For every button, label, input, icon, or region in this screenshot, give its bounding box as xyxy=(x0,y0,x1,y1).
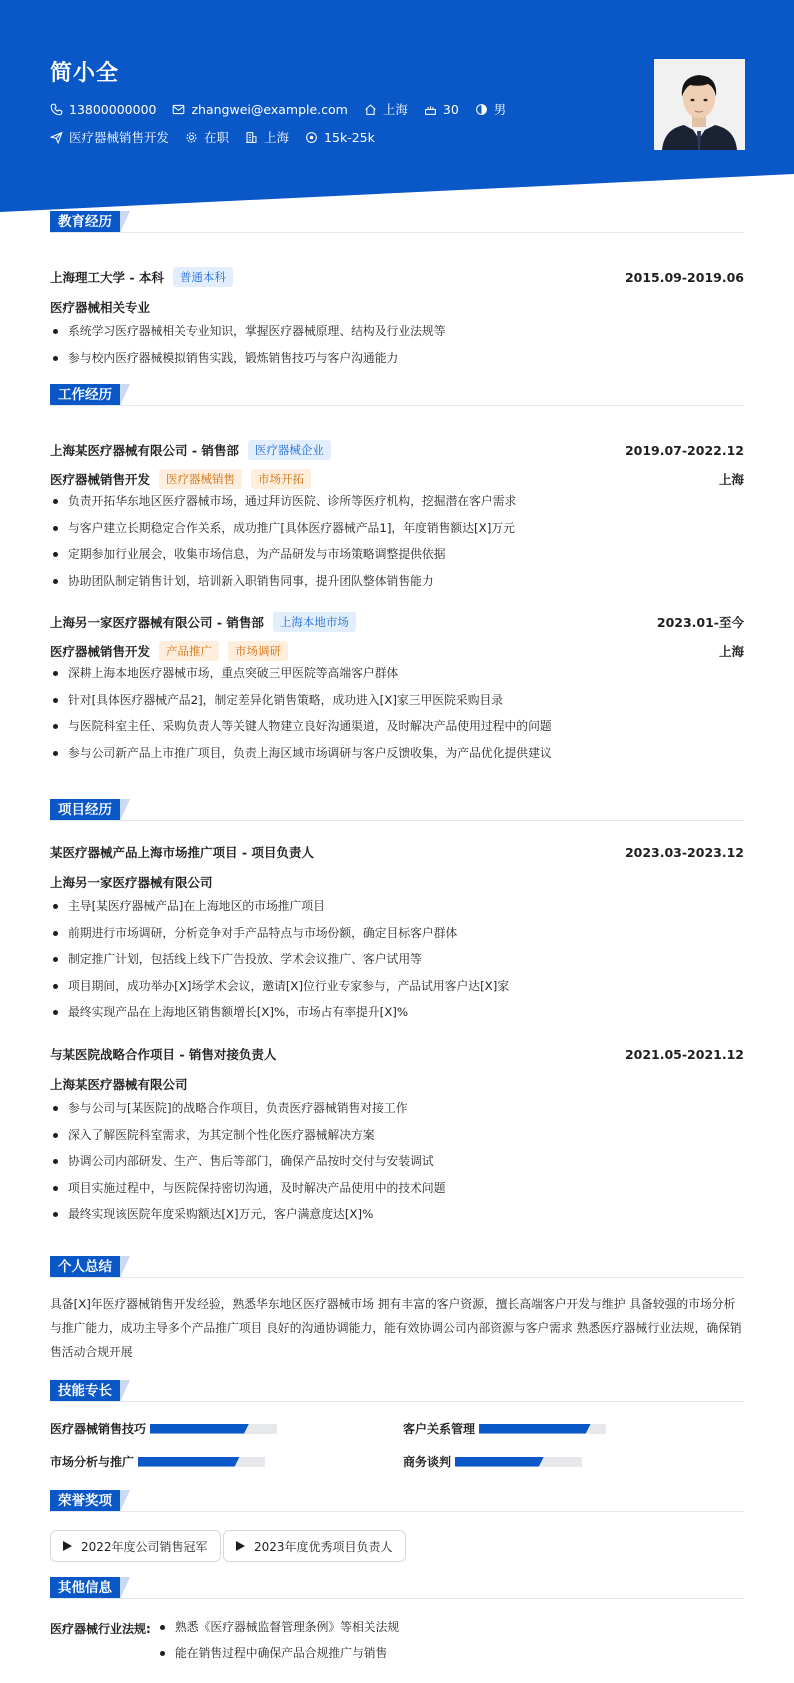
role-tag: 医疗器械销售 xyxy=(159,469,242,489)
project-1-header xyxy=(50,843,744,861)
work-city: 上海 xyxy=(718,644,744,659)
money-icon xyxy=(305,131,318,144)
section-divider xyxy=(50,1511,744,1512)
play-icon xyxy=(236,1541,245,1551)
section-divider xyxy=(50,1401,744,1402)
skill-fill xyxy=(455,1457,544,1467)
award-title: 2022年度公司销售冠军 xyxy=(81,1539,208,1554)
award-item xyxy=(50,1530,221,1562)
resume-header xyxy=(0,0,794,212)
role-name: 医疗器械销售开发 xyxy=(50,472,151,487)
skill-item xyxy=(50,1420,277,1437)
section-awards-title xyxy=(50,1490,120,1512)
role-tag: 市场调研 xyxy=(228,641,288,661)
home-icon xyxy=(364,103,377,116)
phone-item xyxy=(50,102,156,117)
location-item xyxy=(364,100,408,118)
work-entry-2-role xyxy=(50,641,744,661)
section-divider xyxy=(50,405,744,406)
cake-icon xyxy=(424,103,437,116)
list-item: 项目实施过程中，与医院保持密切沟通，及时解决产品使用中的技术问题 xyxy=(50,1175,744,1202)
list-item: 深入了解医院科室需求，为其定制个性化医疗器械解决方案 xyxy=(50,1122,744,1149)
work-dates: 2019.07-2022.12 xyxy=(624,442,744,458)
skill-fill xyxy=(479,1424,591,1434)
list-item: 参与校内医疗器械模拟销售实践，锻炼销售技巧与客户沟通能力 xyxy=(50,345,744,372)
list-item: 负责开拓华东地区医疗器械市场，通过拜访医院、诊所等医疗机构，挖掘潜在客户需求 xyxy=(50,488,744,515)
section-education-title xyxy=(50,211,120,233)
salary-range: 15k-25k xyxy=(324,129,375,145)
target-position-item xyxy=(50,128,169,146)
education-bullets xyxy=(50,318,744,371)
company-tag: 上海本地市场 xyxy=(273,612,356,632)
email-item xyxy=(172,102,347,117)
list-item: 与医院科室主任、采购负责人等关键人物建立良好沟通渠道，及时解决产品使用过程中的问题 xyxy=(50,713,744,740)
section-other-label: 其他信息 xyxy=(50,1577,120,1599)
mail-icon xyxy=(172,103,185,116)
skill-item xyxy=(50,1453,265,1470)
skill-name: 市场分析与推广 xyxy=(50,1455,135,1469)
project-2-bullets xyxy=(50,1095,744,1228)
candidate-name: 简小全 xyxy=(50,61,120,86)
gender-icon xyxy=(475,103,488,116)
section-divider xyxy=(50,820,744,821)
section-summary-title xyxy=(50,1256,120,1278)
target-city: 上海 xyxy=(264,130,290,145)
skill-bar xyxy=(138,1457,265,1467)
project-title: 与某医院战略合作项目 - 销售对接负责人 xyxy=(50,1047,277,1062)
summary-text: 具备[X]年医疗器械销售开发经验，熟悉华东地区医疗器械市场 拥有丰富的客户资源，擅长高端客户开发与维护 具备较强的市场分析与推广能力，成功主导多个产品推广项目 良好的沟通协调能力，能有效协调公司内部资源与客户需求 熟悉医疗器械行业法规，确保销售活动合规开展 xyxy=(50,1297,742,1359)
education-header xyxy=(50,267,744,287)
job-intent-row xyxy=(50,128,391,146)
other-info-list xyxy=(157,1614,399,1666)
skill-item xyxy=(403,1420,606,1437)
company-name: 上海某医疗器械有限公司 - 销售部 xyxy=(50,443,239,458)
list-item: 协助团队制定销售计划，培训新入职销售同事，提升团队整体销售能力 xyxy=(50,568,744,595)
project-title: 某医疗器械产品上海市场推广项目 - 项目负责人 xyxy=(50,845,314,860)
skill-name: 客户关系管理 xyxy=(403,1422,476,1436)
skill-bar xyxy=(455,1457,582,1467)
work-entry-2-bullets xyxy=(50,660,744,766)
section-divider xyxy=(50,1598,744,1599)
other-info-label: 医疗器械行业法规: xyxy=(50,1622,151,1636)
age-item xyxy=(424,102,459,117)
education-dates: 2015.09-2019.06 xyxy=(624,269,744,285)
project-2-header xyxy=(50,1045,744,1063)
phone-number: 13800000000 xyxy=(69,101,157,117)
list-item: 主导[某医疗器械产品]在上海地区的市场推广项目 xyxy=(50,893,744,920)
work-entry-1-role xyxy=(50,469,744,489)
age-text: 30 xyxy=(442,101,459,117)
project-company: 上海另一家医疗器械有限公司 xyxy=(50,875,213,890)
list-item: 最终实现该医院年度采购额达[X]万元，客户满意度达[X]% xyxy=(50,1201,744,1228)
project-company: 上海某医疗器械有限公司 xyxy=(50,1077,188,1092)
skill-bar xyxy=(479,1424,606,1434)
email-address: zhangwei@example.com xyxy=(191,101,348,117)
list-item: 前期进行市场调研，分析竞争对手产品特点与市场份额，确定目标客户群体 xyxy=(50,920,744,947)
send-icon xyxy=(50,131,63,144)
work-entry-1-header xyxy=(50,440,744,460)
project-dates: 2021.05-2021.12 xyxy=(624,1046,744,1062)
section-skills-title xyxy=(50,1380,120,1402)
degree-tag: 普通本科 xyxy=(173,267,233,287)
target-city-item xyxy=(245,128,289,146)
company-name: 上海另一家医疗器械有限公司 - 销售部 xyxy=(50,615,264,630)
section-work-label: 工作经历 xyxy=(50,384,120,406)
list-item: 熟悉《医疗器械监督管理条例》等相关法规 xyxy=(157,1614,399,1640)
work-dates: 2023.01-至今 xyxy=(656,615,744,630)
section-work-title xyxy=(50,384,120,406)
list-item: 参与公司与[某医院]的战略合作项目，负责医疗器械销售对接工作 xyxy=(50,1095,744,1122)
section-awards-label: 荣誉奖项 xyxy=(50,1490,120,1512)
list-item: 针对[具体医疗器械产品2]，制定差异化销售策略，成功进入[X]家三甲医院采购目录 xyxy=(50,687,744,714)
role-tag: 产品推广 xyxy=(159,641,219,661)
list-item: 定期参加行业展会，收集市场信息，为产品研发与市场策略调整提供依据 xyxy=(50,541,744,568)
project-1-bullets xyxy=(50,893,744,1026)
section-education-label: 教育经历 xyxy=(50,211,120,233)
target-position: 医疗器械销售开发 xyxy=(69,130,170,145)
skill-name: 商务谈判 xyxy=(403,1455,452,1469)
section-summary-label: 个人总结 xyxy=(50,1256,120,1278)
school-name: 上海理工大学 - 本科 xyxy=(50,270,164,285)
list-item: 系统学习医疗器械相关专业知识，掌握医疗器械原理、结构及行业法规等 xyxy=(50,318,744,345)
list-item: 项目期间，成功举办[X]场学术会议，邀请[X]位行业专家参与，产品试用客户达[X]家 xyxy=(50,973,744,1000)
gender-text: 男 xyxy=(493,102,507,117)
job-status: 在职 xyxy=(204,130,230,145)
list-item: 参与公司新产品上市推广项目，负责上海区域市场调研与客户反馈收集，为产品优化提供建议 xyxy=(50,740,744,767)
role-name: 医疗器械销售开发 xyxy=(50,644,151,659)
work-city: 上海 xyxy=(718,472,744,487)
gear-icon xyxy=(185,131,198,144)
play-icon xyxy=(63,1541,72,1551)
building-icon xyxy=(245,131,258,144)
section-other-title xyxy=(50,1577,120,1599)
section-divider xyxy=(50,1277,744,1278)
phone-icon xyxy=(50,103,63,116)
contact-row xyxy=(50,100,522,118)
list-item: 制定推广计划，包括线上线下广告投放、学术会议推广、客户试用等 xyxy=(50,946,744,973)
skill-fill xyxy=(150,1424,249,1434)
skill-fill xyxy=(138,1457,240,1467)
work-entry-2-header xyxy=(50,612,744,632)
section-divider xyxy=(50,232,744,233)
section-skills-label: 技能专长 xyxy=(50,1380,120,1402)
company-tag: 医疗器械企业 xyxy=(248,440,331,460)
profile-photo xyxy=(654,59,745,150)
list-item: 协调公司内部研发、生产、售后等部门，确保产品按时交付与安装调试 xyxy=(50,1148,744,1175)
list-item: 最终实现产品在上海地区销售额增长[X]%，市场占有率提升[X]% xyxy=(50,999,744,1026)
section-projects-label: 项目经历 xyxy=(50,799,120,821)
portrait-image xyxy=(654,59,745,150)
gender-item xyxy=(475,100,507,118)
list-item: 能在销售过程中确保产品合规推广与销售 xyxy=(157,1640,399,1666)
award-item xyxy=(223,1530,406,1562)
major-name: 医疗器械相关专业 xyxy=(50,300,151,315)
work-entry-1-bullets xyxy=(50,488,744,594)
skill-name: 医疗器械销售技巧 xyxy=(50,1422,147,1436)
skill-bar xyxy=(150,1424,277,1434)
project-dates: 2023.03-2023.12 xyxy=(624,844,744,860)
award-title: 2023年度优秀项目负责人 xyxy=(254,1539,393,1554)
role-tag: 市场开拓 xyxy=(251,469,311,489)
section-projects-title xyxy=(50,799,120,821)
list-item: 深耕上海本地医疗器械市场，重点突破三甲医院等高端客户群体 xyxy=(50,660,744,687)
location-text: 上海 xyxy=(382,102,408,117)
salary-item xyxy=(305,130,375,145)
status-item xyxy=(185,128,229,146)
skill-item xyxy=(403,1453,582,1470)
list-item: 与客户建立长期稳定合作关系，成功推广[具体医疗器械产品1]，年度销售额达[X]万元 xyxy=(50,515,744,542)
